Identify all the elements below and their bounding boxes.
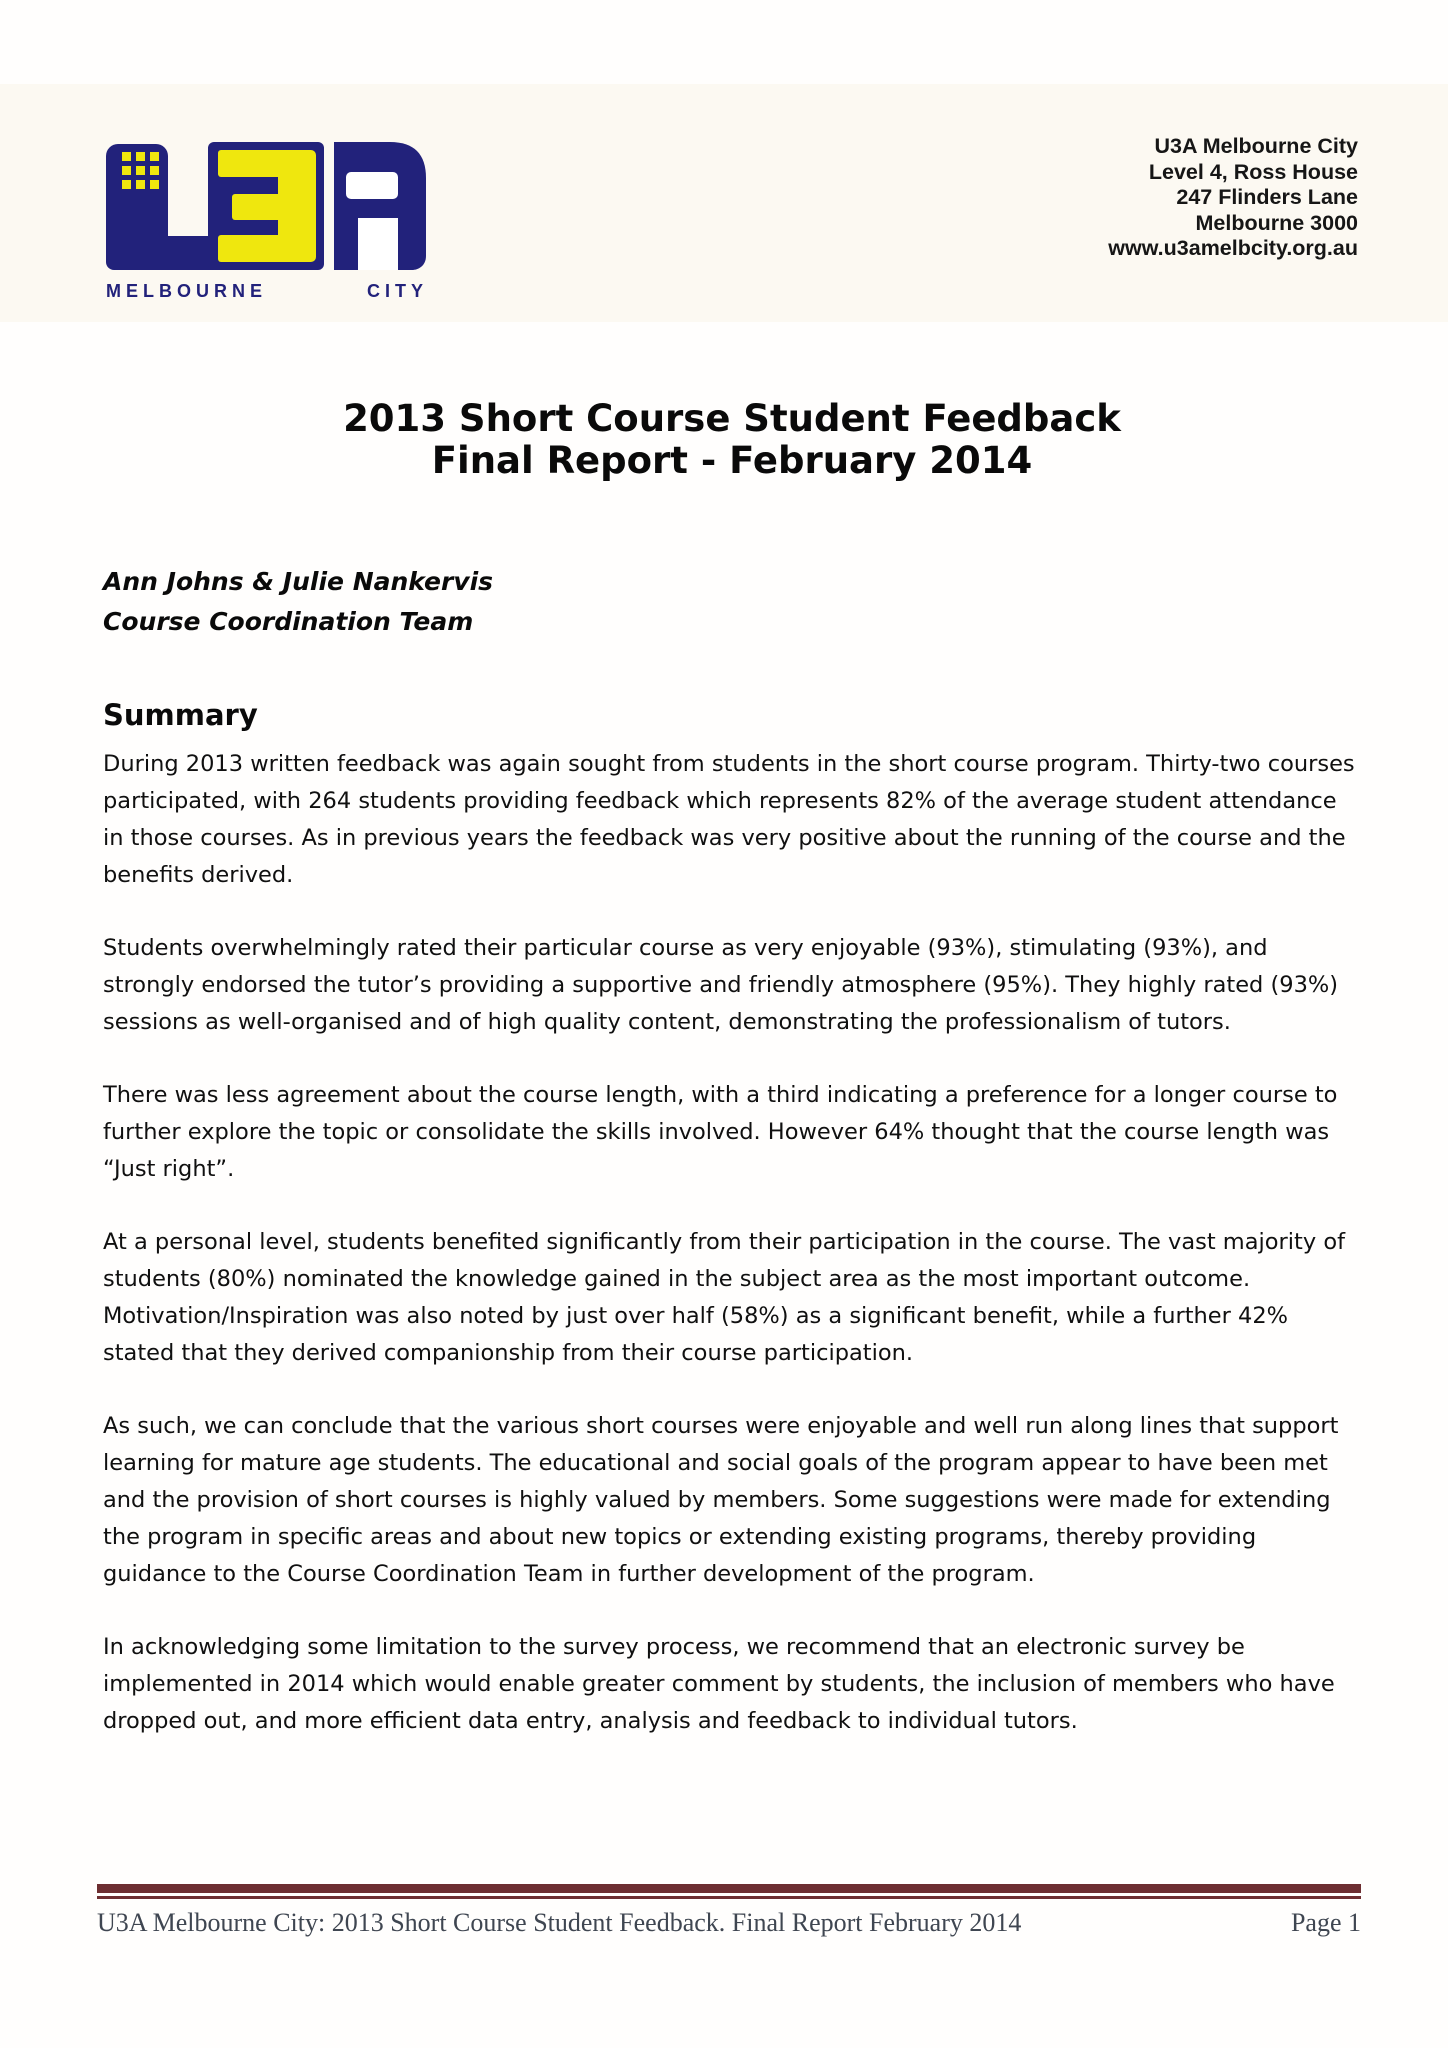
letterhead-address [1108, 134, 1358, 262]
page-footer [97, 1884, 1361, 1938]
u3a-logo [106, 142, 428, 302]
address-line-level: Level 4, Ross House [1148, 159, 1358, 184]
summary-paragraph-6: In acknowledging some limitation to the survey process, we recommend that an electronic survey be implemented in 2014 which would enable greater comment by students, the inclusion of members who have dropped out, and more efficient data entry, analysis and feedback to individual tutors. [103, 1634, 1335, 1734]
address-line-org: U3A Melbourne City [1154, 134, 1358, 158]
u3a-logo-icon [106, 142, 426, 270]
footer-rule-thick [97, 1884, 1361, 1893]
byline-team: Course Coordination Team [103, 607, 474, 636]
address-line-city: Melbourne 3000 [1195, 210, 1358, 235]
address-line-website: www.u3amelbcity.org.au [1108, 236, 1358, 260]
footer-text [97, 1908, 1361, 1938]
footer-rule-thin [97, 1896, 1361, 1899]
address-line-street: 247 Flinders Lane [1176, 185, 1358, 209]
content-column [103, 398, 1361, 1740]
footer-page-number: Page 1 [1290, 1908, 1361, 1937]
summary-paragraph-5: As such, we can conclude that the various short courses were enjoyable and well run along lines that support learning for mature age students. The educational and social goals of the program appear to have been met and the provision of short courses is highly valued by members. Some suggestions were made for extending the program in specific areas and about new topics or extending existing programs, thereby providing guidance to the Course Coordination Team in further development of the program. [103, 1413, 1339, 1587]
logo-subtext-melbourne: MELBOURNE [106, 281, 267, 301]
footer-running-title: U3A Melbourne City: 2013 Short Course Student Feedback. Final Report February 2014 [97, 1908, 1022, 1937]
summary-paragraph-2: Students overwhelmingly rated their particular course as very enjoyable (93%), stimulating (93%), and strongly endorsed the tutor’s providing a supportive and friendly atmosphere (95%). They highly rated (93%) sessions as well-organised and of high quality content, demonstrating the professionalism of tutors. [103, 935, 1339, 1035]
logo-subtext-city: CITY [366, 281, 428, 301]
byline [103, 562, 1361, 642]
byline-authors: Ann Johns & Julie Nankervis [103, 567, 494, 596]
document-title-line2: Final Report - February 2014 [431, 439, 1033, 482]
summary-heading: Summary [103, 698, 258, 732]
document-title [103, 398, 1361, 482]
logo-subtext [106, 281, 428, 302]
summary-paragraph-1: During 2013 written feedback was again sought from students in the short course program. Thirty-two courses participated, with 264 students providing feedback which represents 82% of the average student attendance in those courses. As in previous years the feedback was very positive about the running of the course and the benefits derived. [103, 751, 1355, 888]
summary-paragraph-3: There was less agreement about the course length, with a third indicating a preference for a longer course to further explore the topic or consolidate the skills involved. However 64% thought that the course length was “Just right”. [103, 1082, 1338, 1182]
summary-body [103, 746, 1361, 1740]
summary-paragraph-4: At a personal level, students benefited significantly from their participation in the course. The vast majority of students (80%) nominated the knowledge gained in the subject area as the most important outcome. Motivation/Inspiration was also noted by just over half (58%) as a significant benefit, while a further 42% stated that they derived companionship from their course participation. [103, 1229, 1346, 1366]
document-title-line1: 2013 Short Course Student Feedback [343, 397, 1121, 440]
